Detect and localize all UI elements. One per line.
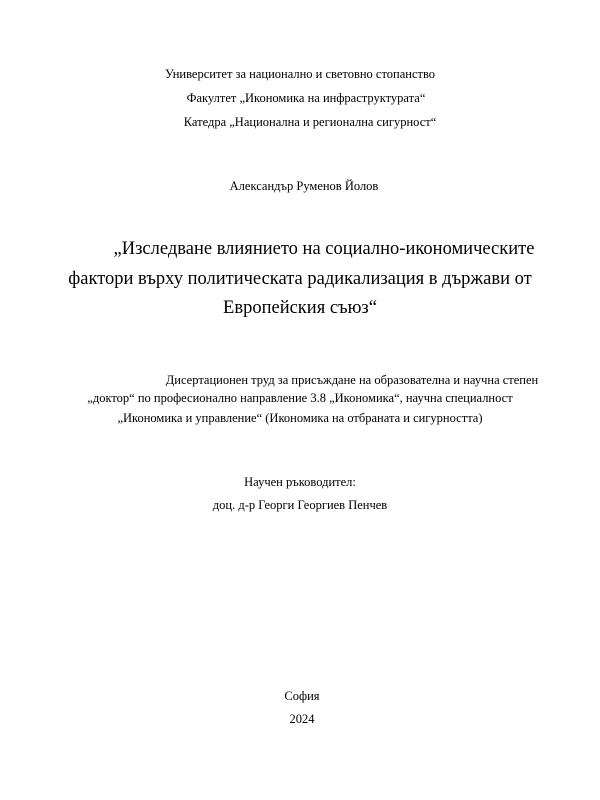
department-name: Катедра „Национална и регионална сигурност“ [183, 115, 437, 129]
faculty-name: Факултет „Икономика на инфраструктурата“ [186, 91, 426, 105]
author-name: Александър Руменов Йолов [229, 179, 379, 193]
thesis-title-line-2: фактори върху политическата радикализация в държави от [68, 269, 532, 289]
university-name: Университет за национално и световно стопанство [164, 67, 436, 81]
supervisor-name: доц. д-р Георги Георгиев Пенчев [212, 498, 388, 512]
place: София [284, 689, 320, 703]
thesis-title-line-1: „Изследване влиянието на социално-икономическите [113, 239, 535, 259]
description-line-2: „доктор“ по професионално направление 3.8 „Икономика“, научна специалност [87, 391, 513, 405]
year: 2024 [289, 712, 315, 726]
description-line-1: Дисертационен труд за присъждане на образователна и научна степен [165, 373, 539, 387]
supervisor-label: Научен ръководител: [244, 475, 356, 489]
description-line-3: „Икономика и управление“ (Икономика на отбраната и сигурността) [117, 411, 483, 425]
thesis-title-line-3: Европейския съюз“ [223, 298, 377, 318]
